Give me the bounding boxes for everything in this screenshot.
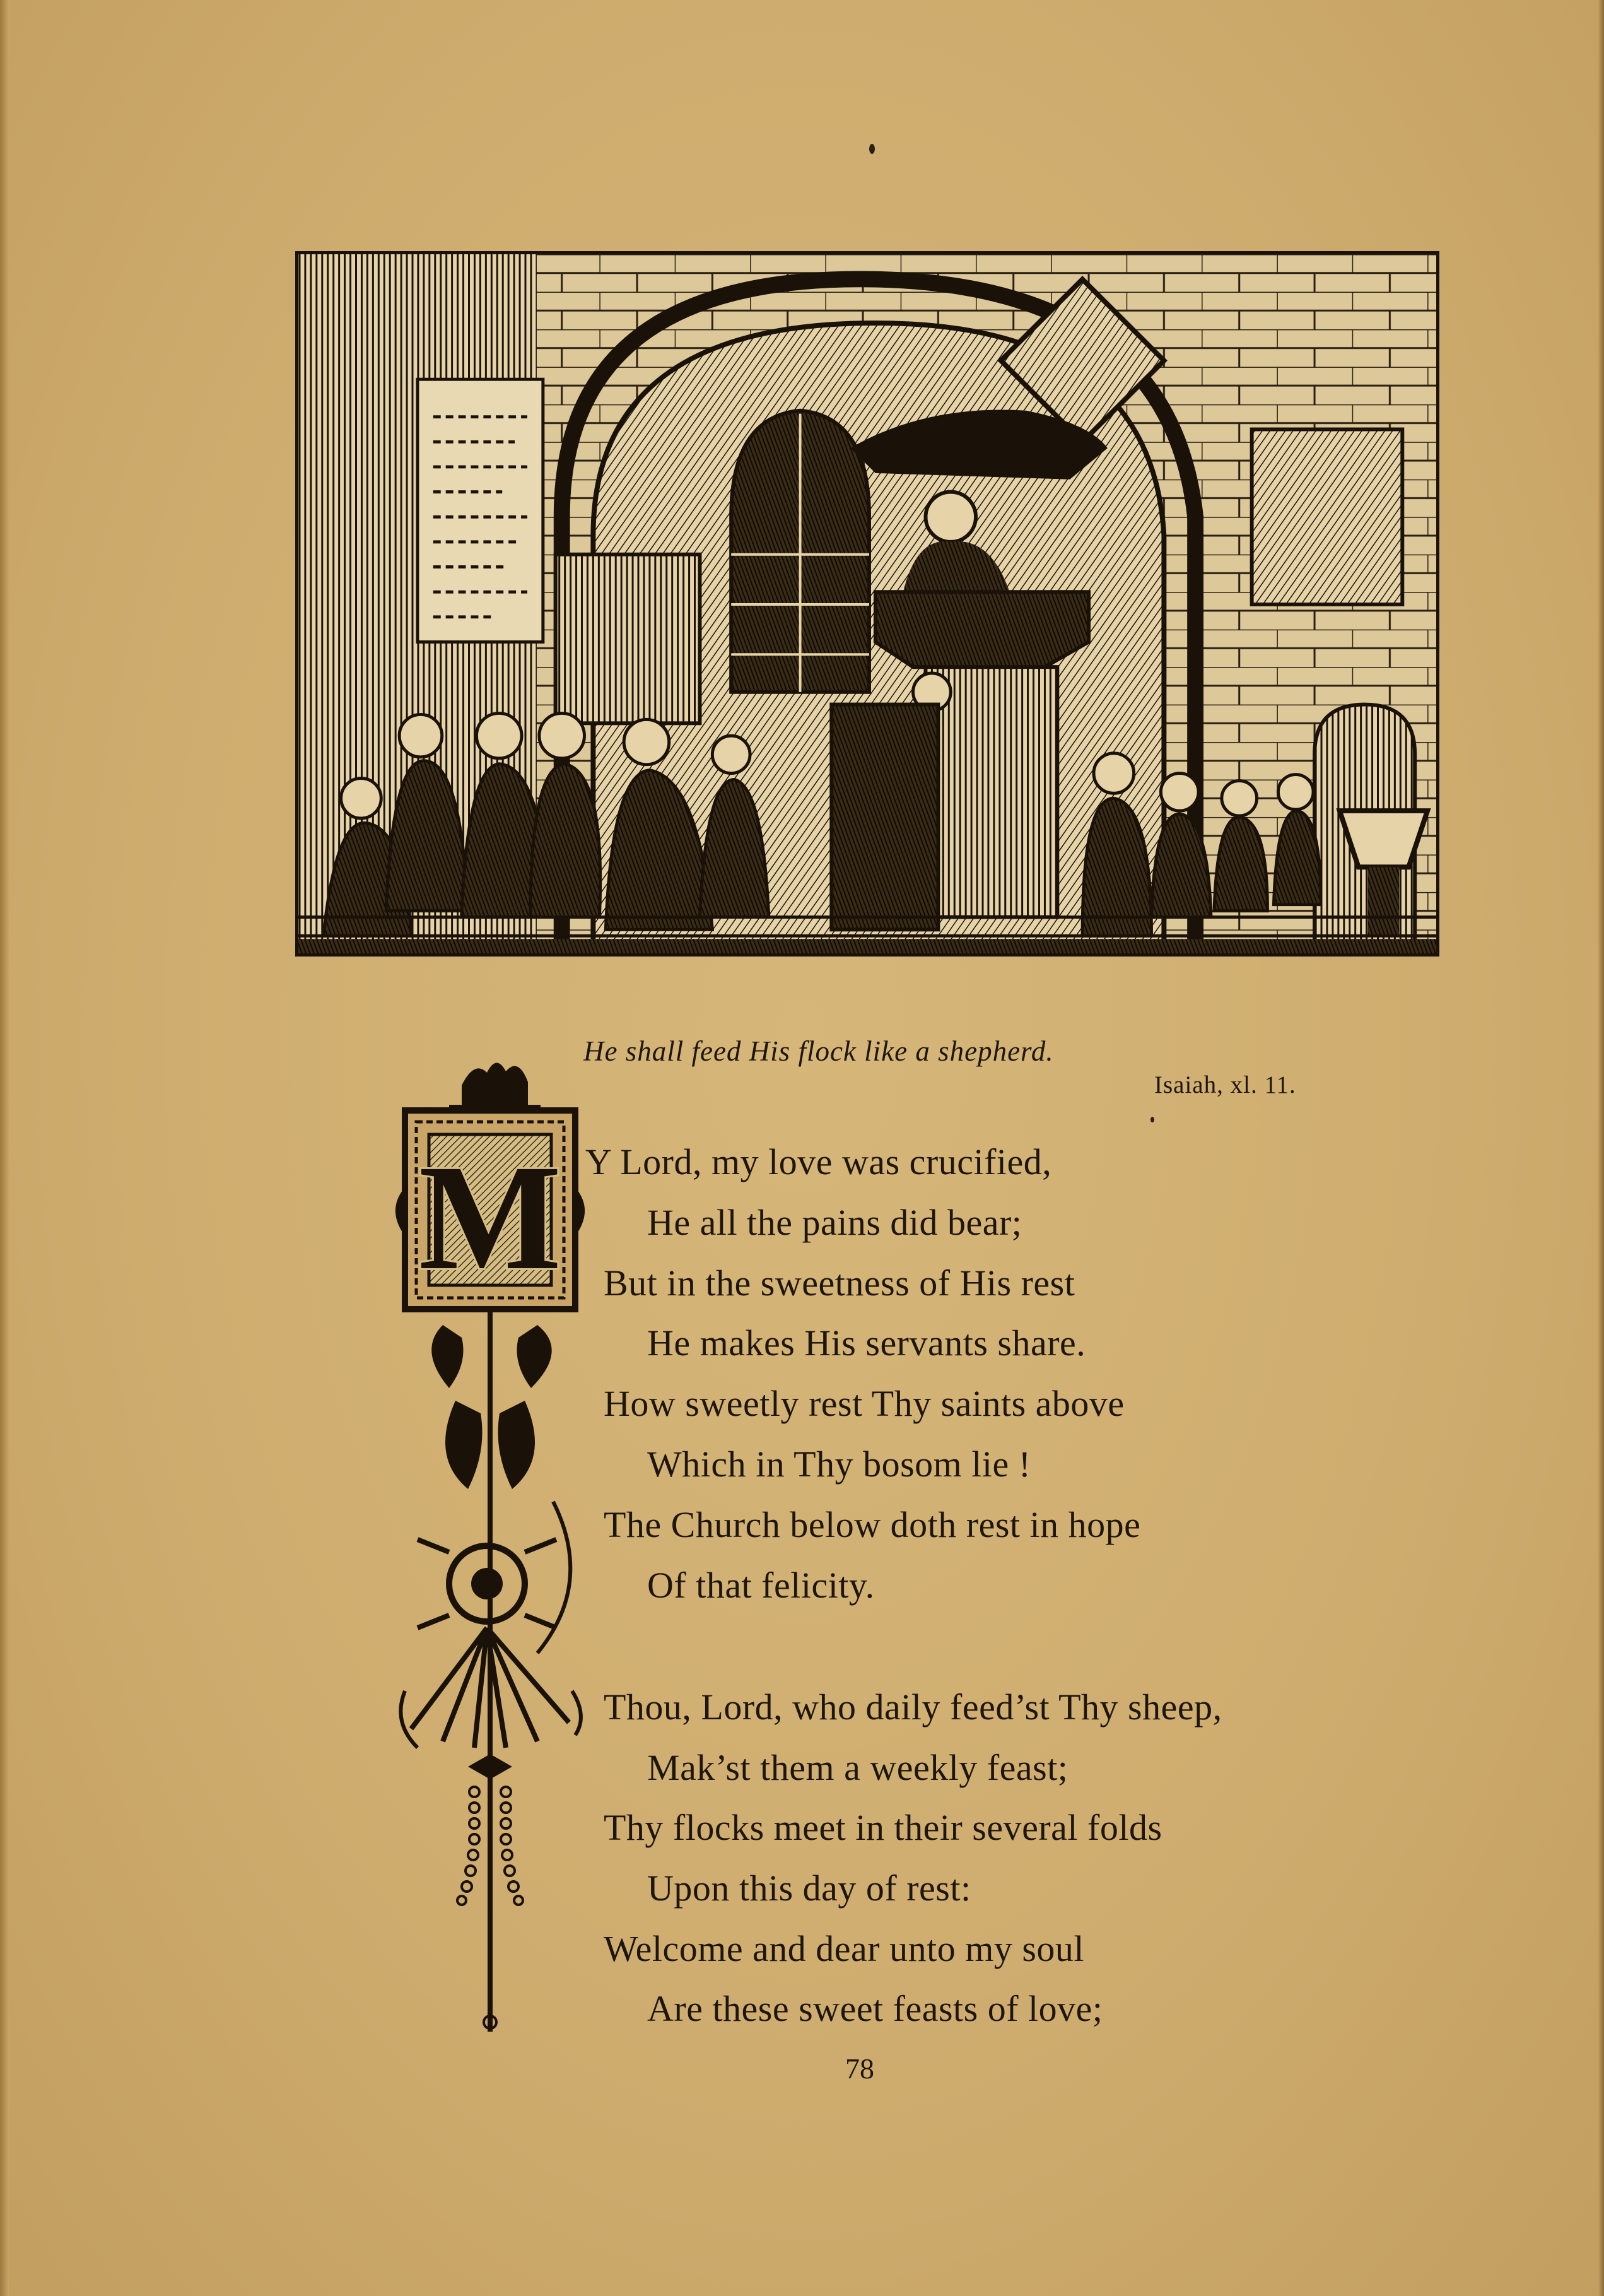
verse-line: He makes His servants share.: [647, 1322, 1086, 1363]
verse-line: He all the pains did bear;: [647, 1202, 1022, 1243]
verse-line: Are these sweet feasts of love;: [647, 1988, 1103, 2029]
engraving-drawing: [298, 254, 1436, 953]
verse-line: Mak’st them a weekly feast;: [647, 1747, 1068, 1788]
verse-line: Y Lord, my love was crucified,: [585, 1141, 1052, 1182]
verse-line: Welcome and dear unto my soul: [604, 1928, 1085, 1969]
page-edge-right: [1598, 0, 1604, 2296]
ink-speck: [869, 144, 875, 154]
verse-line: How sweetly rest Thy saints above: [604, 1383, 1125, 1424]
verse-line: Of that felicity.: [647, 1565, 875, 1606]
ornamental-initial: [392, 1047, 594, 2032]
verse-line: Thy flocks meet in their several folds: [604, 1807, 1162, 1848]
verse-line: The Church below doth rest in hope: [604, 1504, 1141, 1545]
ink-speck: [1150, 1117, 1154, 1122]
verse-line: Thou, Lord, who daily feed’st Thy sheep,: [604, 1687, 1222, 1728]
church-interior-engraving: [295, 251, 1439, 957]
drop-cap-letter: M: [418, 1133, 562, 1301]
scripture-citation: Isaiah, xl. 11.: [1154, 1071, 1296, 1098]
verse-line: Which in Thy bosom lie !: [647, 1444, 1031, 1485]
verse-line: Upon this day of rest:: [647, 1868, 971, 1909]
page-number: 78: [845, 2052, 874, 2085]
verse-line: But in the sweetness of His rest: [604, 1263, 1075, 1304]
epigraph: He shall feed His flock like a shepherd.: [583, 1035, 1054, 1067]
ornament-drawing: [392, 1047, 594, 2032]
page-edge-left: [0, 0, 9, 2296]
